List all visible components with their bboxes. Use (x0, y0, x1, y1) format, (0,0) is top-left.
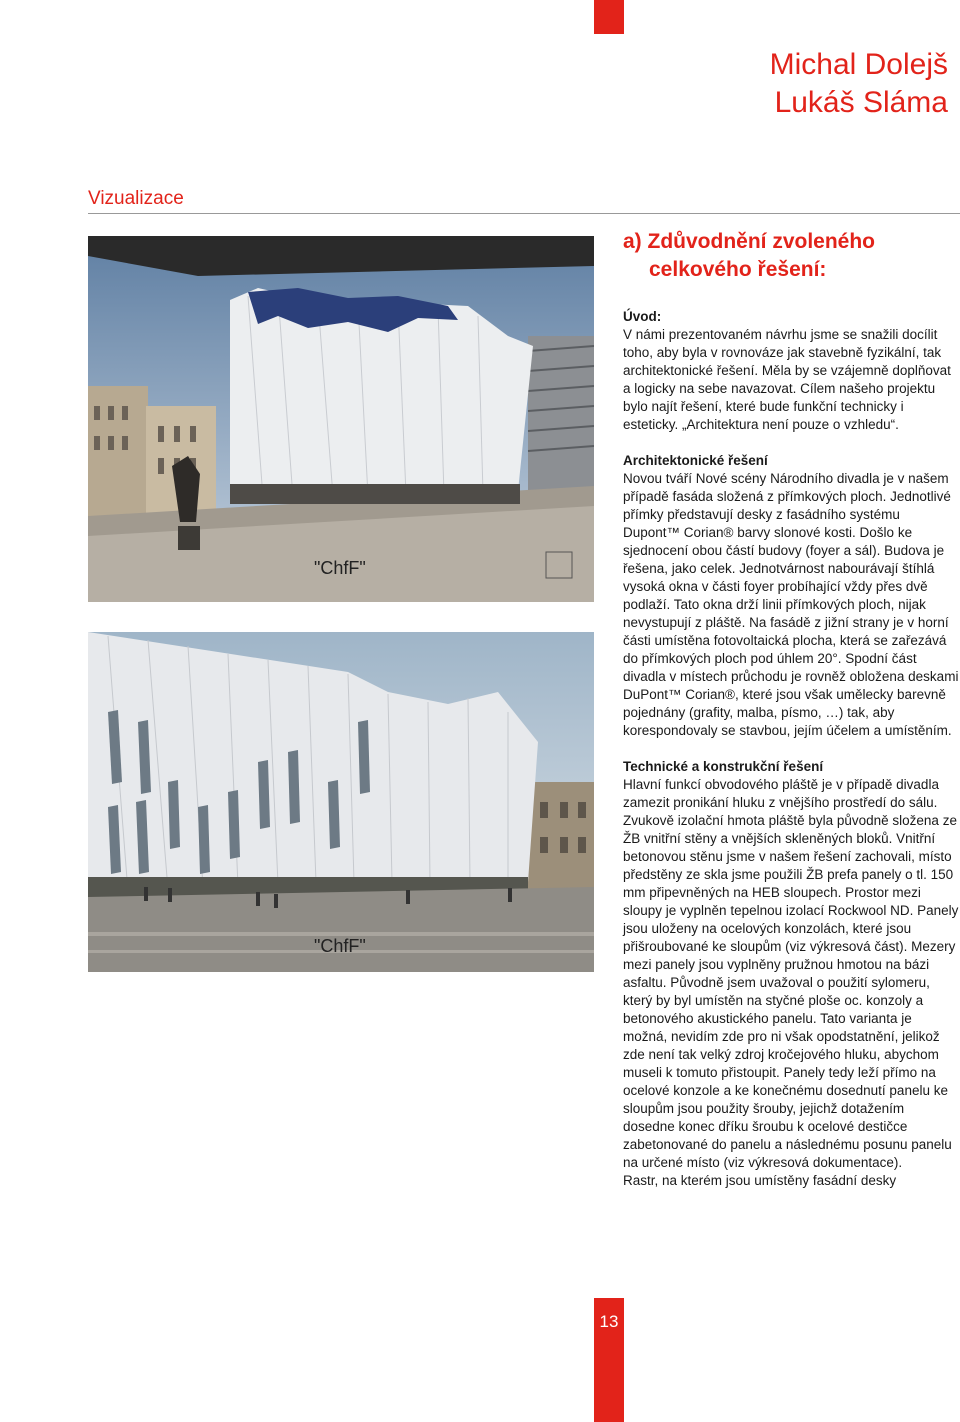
section-label: Vizualizace (88, 188, 184, 209)
intro-paragraph: V námi prezentovaném návrhu jsme se snažili docílit toho, aby byla v rovnováze jak stavebně fyzikální, tak architektonické řešení. Měla by se vzájemně doplňovat a logicky na sebe navazovat. Cílem našeho projektu bylo najít řešení, které bude funkční technicky i esteticky. „Architektura není pouze o vzhledu“. (623, 327, 951, 432)
architecture-title: Architektonické řešení (623, 453, 768, 468)
accent-bar-top (594, 0, 624, 34)
section-heading (623, 228, 959, 284)
heading-line: a) Zdůvodnění zvoleného (623, 230, 876, 253)
author-name: Michal Dolejš (769, 48, 948, 81)
section-divider (88, 213, 960, 214)
visualization-image-bottom (88, 632, 594, 972)
page-number: 13 (599, 1312, 619, 1331)
author-name: Lukáš Sláma (774, 86, 948, 119)
image-caption: "ChfF" (314, 558, 366, 578)
visualization-image-top (88, 236, 594, 602)
text-column (623, 228, 959, 1190)
intro-section (623, 308, 959, 434)
heading-line: celkového řešení: (649, 258, 827, 281)
intro-title: Úvod: (623, 309, 662, 324)
authors (770, 46, 948, 122)
technical-section (623, 758, 959, 1190)
image-caption: "ChfF" (314, 936, 366, 956)
technical-paragraph-last: Rastr, na kterém jsou umístěny fasádní desky (623, 1173, 897, 1188)
architecture-paragraph: Novou tváří Nové scény Národního divadla je v našem případě fasáda složená z přímkových ploch. Jednotlivé přímky představují desky z fasádního systému Dupont™ Corian® barvy slonové kosti. Došlo ke sjednocení obou částí budovy (foyer a sál). Budova je řešena, jako celek. Jednotvárnost nabourávají štíhlá vysoká okna v části foyer probíhající vždy přes dvě podlaží. Tato okna drží linii přímkových ploch, nijak nevystupují z pláště. Na fasádě z jižní strany je v horní části umístěna fotovoltaická plocha, která se zařezává do přímkových ploch pod úhlem 20°. Spodní část divadla v místech průchodu je rovněž obložena deskami DuPont™ Corian®, které jsou však umělecky barevně pojednány (grafity, malba, písmo, …) tak, aby korespondovaly se stavbou, jejím účelem a umístěním. (623, 471, 959, 738)
technical-paragraph: Hlavní funkcí obvodového pláště je v případě divadla zamezit pronikání hluku z vnějšího prostředí do sálu. Zvukově izolační hmota pláště byla původně složena ze ŽB vnitřní stěny a vnějších skleněných bloků. Vnitřní betonovou stěnu jsme v našem řešení zachovali, místo předstěny ze skla jsme použili ŽB prefa panely o tl. 150 mm připevněných na HEB sloupech. Prostor mezi sloupy je vyplněn tepelnou izolací Rockwool ND. Panely jsou uloženy na ocelových konzolách, které jsou přišroubované ke sloupům (viz výkresová část). Mezery mezi panely jsou vyplněny pružnou hmotou na bázi asfaltu. Původně jsem uvažoval o použití sylomeru, který by byl umístěn na styčné ploše oc. konzoly a betonového akustického panelu. Tato varianta je možná, nevidím zde pro ni však opodstatnění, jelikož zde není tak velký zdroj kročejového hluku, abychom museli k tomuto přistoupit. Panely tedy leží přímo na ocelové konzole a ke konečnému dosednutí panelu ke sloupům jsou použity šrouby, jejichž dotažením dosedne konec dříku šroubu k ocelové destičce zabetonované do panelu a následnému posunu panelu na určené místo (viz výkresová dokumentace). (623, 777, 959, 1170)
technical-title: Technické a konstrukční řešení (623, 759, 824, 774)
architecture-section (623, 452, 959, 740)
